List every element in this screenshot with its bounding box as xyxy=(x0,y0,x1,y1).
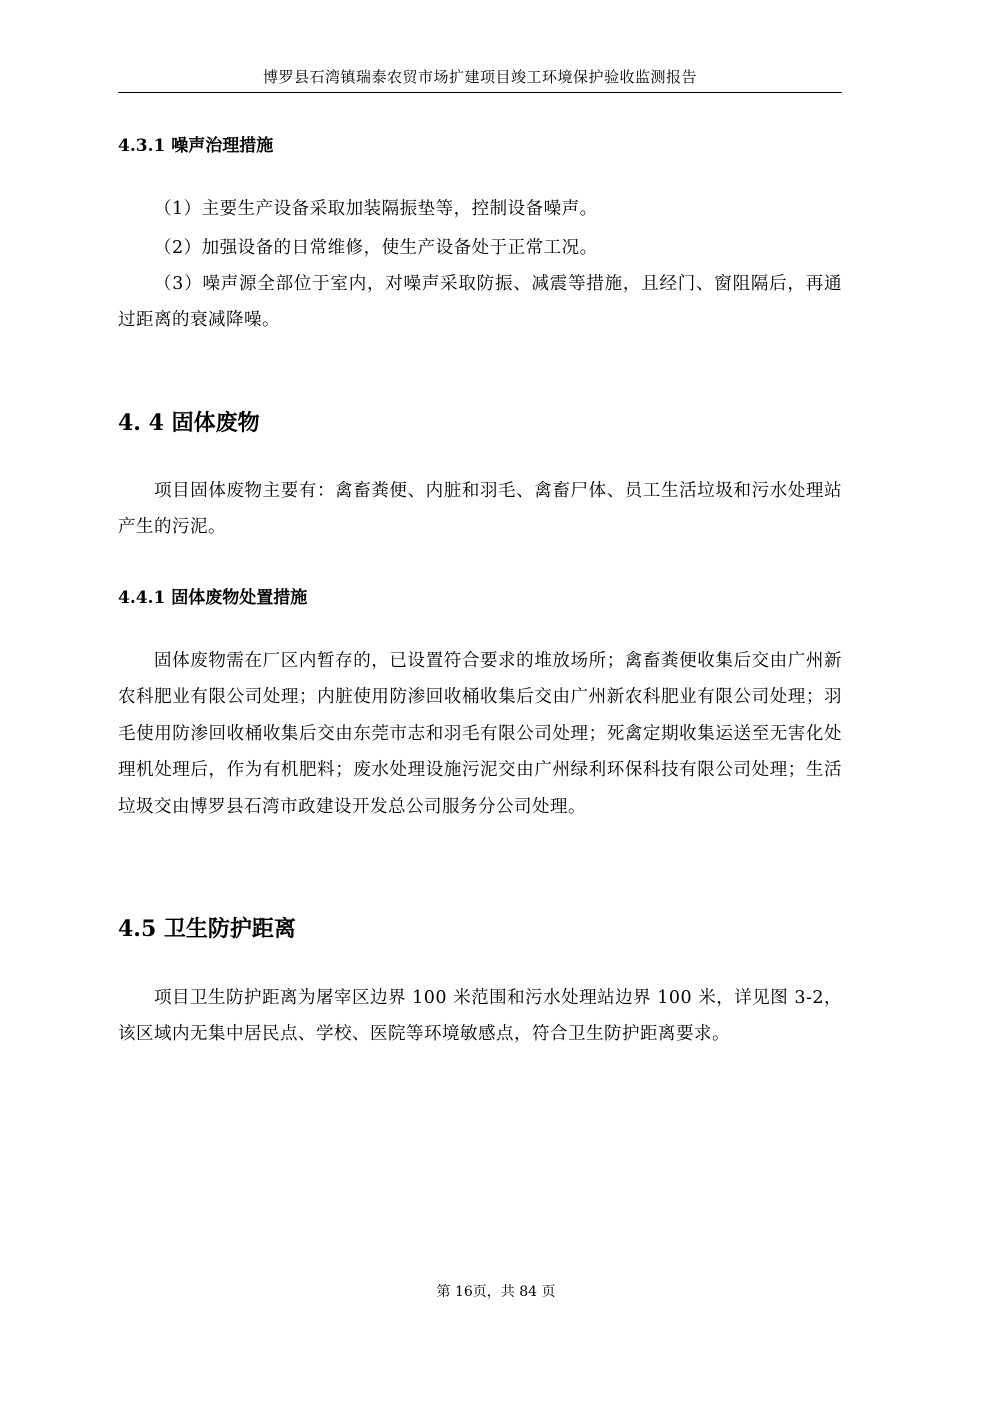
section-4-4-1-heading: 4.4.1 固体废物处置措施 xyxy=(118,588,308,608)
section-4-5-paragraph: 项目卫生防护距离为屠宰区边界 100 米范围和污水处理站边界 100 米，详见图 3-2，该区域内无集中居民点、学校、医院等环境敏感点，符合卫生防护距离要求。 xyxy=(118,988,842,1045)
section-4-4-1-paragraph: 固体废物需在厂区内暂存的，已设置符合要求的堆放场所；禽畜粪便收集后交由广州新农科肥业有限公司处理；内脏使用防渗回收桶收集后交由广州新农科肥业有限公司处理；羽毛使用防渗回收桶收集后交由东莞市志和羽毛有限公司处理；死禽定期收集运送至无害化处理机处理后，作为有机肥料；废水处理设施污泥交由广州绿利环保科技有限公司处理；生活垃圾交由博罗县石湾市政建设开发总公司服务分公司处理。 xyxy=(118,651,842,817)
noise-measure-2: （2）加强设备的日常维修，使生产设备处于正常工况。 xyxy=(154,238,598,258)
header-divider xyxy=(118,92,842,93)
section-4-4-paragraph: 项目固体废物主要有：禽畜粪便、内脏和羽毛、禽畜尸体、员工生活垃圾和污水处理站产生的污泥。 xyxy=(118,481,842,538)
section-4-4-heading: 4. 4 固体废物 xyxy=(118,410,260,436)
running-header: 博罗县石湾镇瑞泰农贸市场扩建项目竣工环境保护验收监测报告 xyxy=(262,68,697,86)
noise-measure-3: （3）噪声源全部位于室内，对噪声采取防振、减震等措施，且经门、窗阻隔后，再通过距离的衰减降噪。 xyxy=(118,274,842,331)
noise-measure-1: （1）主要生产设备采取加装隔振垫等，控制设备噪声。 xyxy=(154,199,598,219)
section-4-5-heading: 4.5 卫生防护距离 xyxy=(118,916,296,942)
page-number: 第 16页，共 84 页 xyxy=(436,1284,556,1300)
section-4-3-1-heading: 4.3.1 噪声治理措施 xyxy=(118,136,274,156)
